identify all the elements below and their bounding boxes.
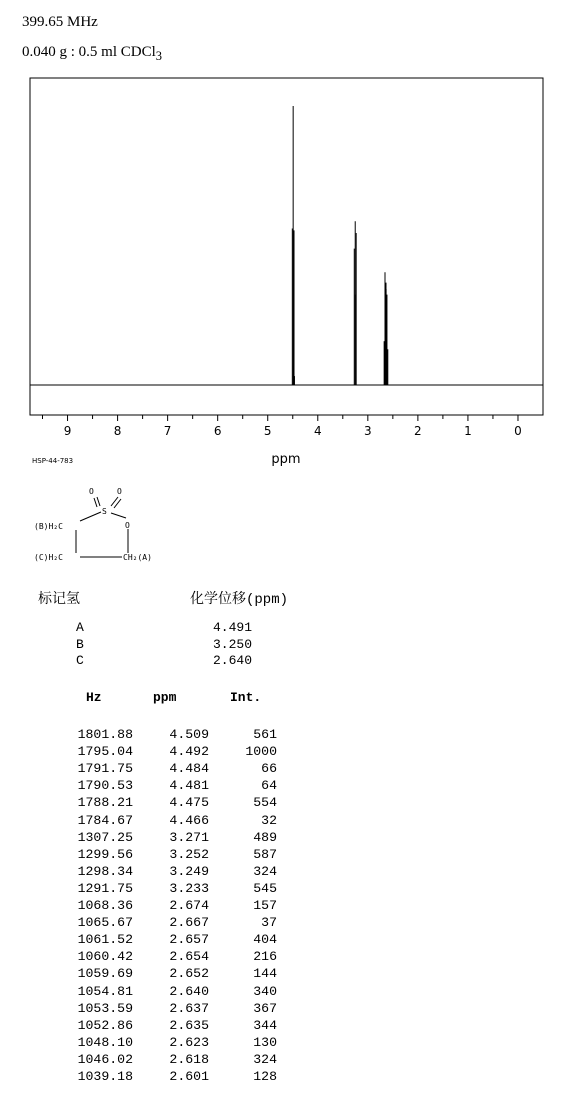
peak-ppm-cell: 4.492	[169, 744, 209, 760]
ring-oxygen-atom: O	[125, 521, 130, 530]
peak-hz-cell: 1054.81	[77, 983, 133, 999]
peak-hz-cell: 1048.10	[77, 1034, 133, 1050]
peak-int-cell: 404	[253, 932, 277, 948]
peak-hz-cell: 1053.59	[77, 1000, 133, 1016]
nmr-spectrum-chart	[0, 0, 570, 480]
peak-int-cell: 64	[261, 778, 277, 794]
peak-int-cell: 344	[253, 1017, 277, 1033]
oxygen-atom-1: O	[89, 487, 94, 496]
sulfur-atom: S	[102, 507, 107, 516]
peak-int-cell: 157	[253, 898, 277, 913]
peak-ppm-cell: 2.652	[169, 966, 209, 982]
assignment-shift-C: 2.640	[213, 653, 253, 668]
peak-hz-cell: 1060.42	[77, 949, 133, 965]
peak-ppm-cell: 2.667	[169, 915, 209, 931]
peak-int-cell: 324	[253, 1051, 277, 1067]
peak-int-cell: 144	[253, 966, 277, 982]
bond-cb-s	[80, 512, 101, 521]
carbon-b-label: (B)H₂C	[34, 522, 63, 531]
bond-s-o1-double	[94, 498, 97, 507]
concentration-subscript: 3	[155, 49, 163, 63]
peak-hz-cell: 1068.36	[77, 898, 133, 913]
peak-hz-cell: 1291.75	[77, 880, 133, 896]
peak-ppm-cell: 3.249	[169, 863, 209, 879]
peak-hz-cell: 1039.18	[77, 1069, 133, 1084]
x-tick-label: 5	[263, 424, 272, 438]
peak-int-cell: 489	[253, 829, 277, 845]
peak-ppm-cell: 4.484	[169, 761, 209, 777]
peak-ppm-cell: 3.233	[169, 880, 209, 896]
assignment-label-A: A	[76, 620, 84, 635]
bond-s-o2-double	[114, 499, 121, 508]
assignment-label-B: B	[76, 636, 84, 652]
carbon-c-label: (C)H₂C	[34, 553, 63, 562]
peak-hz-cell: 1307.25	[77, 829, 133, 845]
peak-header-hz: Hz	[86, 690, 102, 705]
x-tick-label: 9	[63, 424, 72, 438]
peak-int-cell: 554	[253, 795, 277, 811]
peak-hz-cell: 1788.21	[77, 795, 133, 811]
bond-s-o2	[111, 497, 118, 506]
peak-int-cell: 32	[261, 812, 277, 828]
peak-ppm-cell: 2.637	[169, 1000, 209, 1016]
peak-ppm-cell: 4.481	[169, 778, 209, 794]
peak-hz-cell: 1046.02	[77, 1051, 133, 1067]
peak-hz-cell: 1790.53	[77, 778, 133, 794]
x-axis-label: ppm	[271, 452, 301, 467]
assignment-shift-A: 4.491	[213, 620, 253, 635]
peak-ppm-cell: 2.657	[169, 932, 209, 948]
x-tick-label: 7	[163, 424, 172, 438]
assignment-shift-header: 化学位移(ppm)	[190, 592, 289, 608]
structure-bonds	[76, 497, 128, 557]
concentration-text: 0.040 g : 0.5 ml CDCl	[22, 44, 156, 60]
x-tick-label: 3	[364, 424, 372, 438]
peak-header-int: Int.	[230, 690, 262, 705]
peak-ppm-cell: 4.466	[169, 812, 209, 828]
peak-hz-cell: 1299.56	[77, 846, 133, 862]
x-tick-label: 4	[313, 424, 322, 438]
peak-hz-cell: 1784.67	[77, 812, 133, 828]
peak-ppm-cell: 2.601	[169, 1069, 209, 1084]
peak-int-cell: 340	[253, 983, 277, 999]
assignment-label-C: C	[76, 653, 84, 668]
peak-ppm-cell: 2.654	[169, 949, 209, 965]
peak-hz-cell: 1298.34	[77, 863, 133, 879]
peak-hz-cell: 1801.88	[77, 727, 133, 742]
assignment-label-header: 标记氢	[38, 592, 80, 607]
peak-ppm-cell: 3.252	[169, 846, 209, 862]
x-tick-label: 1	[464, 424, 472, 438]
peak-int-cell: 587	[253, 846, 277, 862]
x-tick-label: 8	[113, 424, 122, 438]
peak-header-ppm: ppm	[153, 690, 177, 705]
peak-hz-cell: 1791.75	[77, 761, 133, 777]
peak-int-cell: 367	[253, 1000, 277, 1016]
peak-int-cell: 216	[253, 949, 277, 965]
peak-int-cell: 37	[261, 915, 277, 931]
x-tick-label: 2	[414, 424, 422, 438]
peak-int-cell: 545	[253, 880, 277, 896]
peak-int-cell: 130	[253, 1034, 277, 1050]
peak-ppm-cell: 4.509	[169, 727, 209, 742]
peak-hz-cell: 1795.04	[77, 744, 133, 760]
peak-hz-cell: 1059.69	[77, 966, 133, 982]
peak-int-cell: 128	[253, 1069, 277, 1084]
peak-int-cell: 66	[261, 761, 277, 777]
spectrum-code: HSP-44-783	[32, 457, 74, 465]
peak-ppm-cell: 2.674	[169, 898, 209, 913]
x-tick-label: 6	[213, 424, 222, 438]
peak-ppm-cell: 2.640	[169, 983, 209, 999]
peak-int-cell: 561	[253, 727, 277, 742]
peak-int-cell: 1000	[245, 744, 277, 760]
peak-ppm-cell: 2.618	[169, 1051, 209, 1067]
x-tick-label: 0	[514, 424, 522, 438]
peak-int-cell: 324	[253, 863, 277, 879]
peak-ppm-cell: 2.635	[169, 1017, 209, 1033]
bond-s-o1	[97, 497, 100, 506]
plot-frame	[30, 78, 543, 415]
peak-ppm-cell: 4.475	[169, 795, 209, 811]
peak-hz-cell: 1061.52	[77, 932, 133, 948]
frequency-label: 399.65 MHz	[22, 14, 98, 30]
assignment-shift-B: 3.250	[213, 636, 253, 652]
carbon-a-label: CH₂(A)	[123, 553, 152, 562]
bond-s-o	[111, 513, 126, 518]
peak-ppm-cell: 2.623	[169, 1034, 209, 1050]
peak-hz-cell: 1052.86	[77, 1017, 133, 1033]
oxygen-atom-2: O	[117, 487, 122, 496]
peak-ppm-cell: 3.271	[169, 829, 209, 845]
peak-hz-cell: 1065.67	[77, 915, 133, 931]
